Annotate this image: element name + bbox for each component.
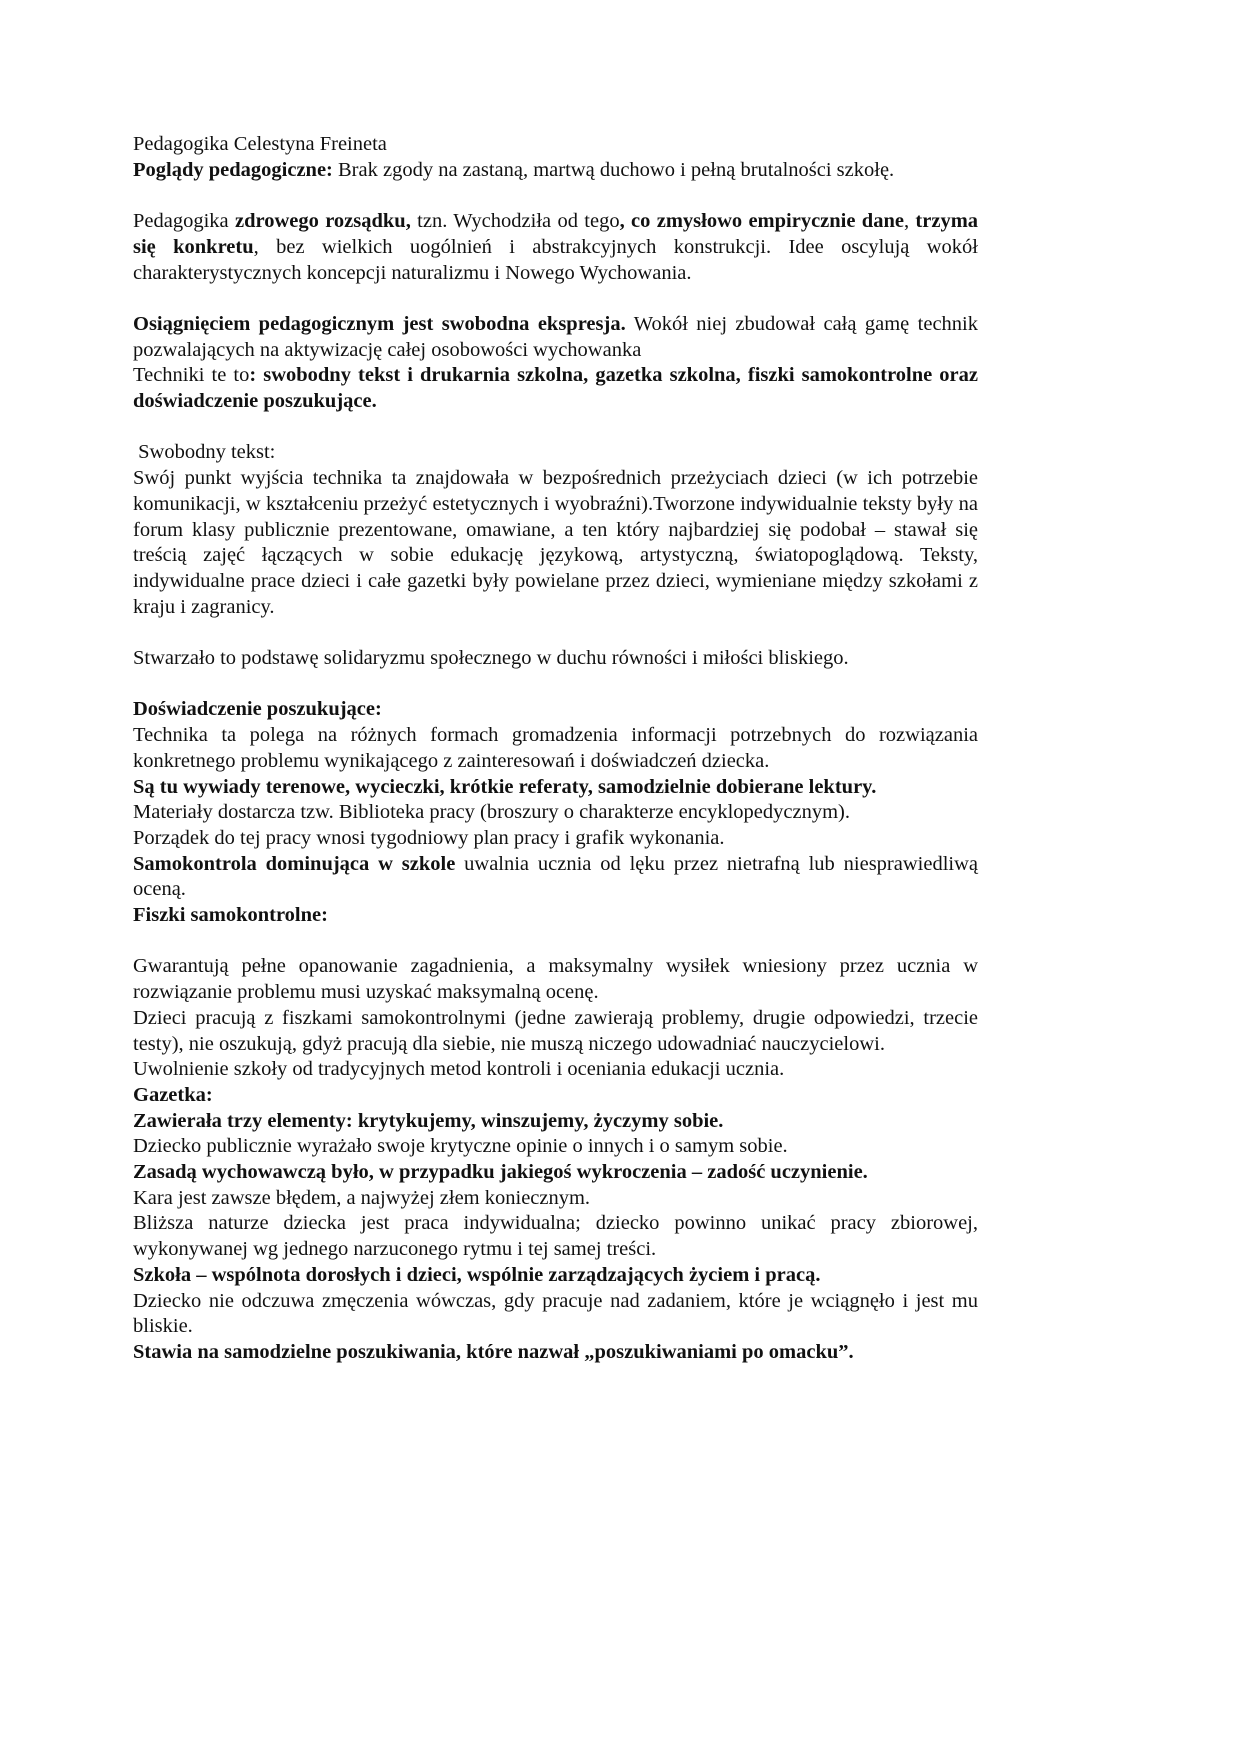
bold-run: Samokontrola dominująca w szkole (133, 852, 456, 875)
fiszki-paragraph-2: Dzieci pracują z fiszkami samokontrolnymi (jedne zawierają problemy, drugie odpowiedzi, trzecie testy), nie oszukują, gdyż pracują dla siebie, nie muszą niczego udowadniać nauczycielowi. (133, 1006, 978, 1055)
gazetka-blizsza: Bliższa naturze dziecka jest praca indywidualna; dziecko powinno unikać pracy zbiorowej, wykonywanej wg jednego narzuconego rytmu i tej samej treści. (133, 1212, 978, 1261)
rozsadek-paragraph (133, 209, 978, 286)
spacer (133, 620, 978, 646)
spacer (133, 929, 978, 955)
osiagniecie-paragraph (133, 312, 978, 363)
text-run: uwalnia ucznia od lęku przez nietrafną lub niesprawiedliwą oceną. (133, 852, 978, 901)
spacer (133, 183, 978, 209)
gazetka-zasada (133, 1160, 978, 1186)
bold-run: zdrowego rozsądku, (234, 210, 411, 233)
fiszki-heading (133, 903, 978, 929)
doswiadczenie-paragraph: Technika ta polega na różnych formach gromadzenia informacji potrzebnych do rozwiązania konkretnego problemu wynikającego z zainteresowań i doświadczeń dziecka. (133, 724, 978, 772)
text-run: , bez wielkich uogólnień i abstrakcyjnych konstrukcji. Idee oscylują wokół charakterystycznych koncepcji naturalizmu i Nowego Wychowania. (133, 235, 978, 284)
materialy-line: Materiały dostarcza tzw. Biblioteka pracy (broszury o charakterze encyklopedycznym). (133, 801, 850, 824)
text-run: Pedagogika (133, 210, 235, 233)
spacer (133, 286, 978, 312)
bold-run: , co zmysłowo empirycznie dane (619, 210, 904, 233)
bold-run: Szkoła – wspólnota dorosłych i dzieci, wspólnie zarządzających życiem i pracą. (133, 1263, 821, 1286)
bold-run: Zawierała trzy elementy: krytykujemy, winszujemy, życzymy sobie. (133, 1109, 724, 1132)
bold-run: Zasadą wychowawczą było, w przypadku jakiegoś wykroczenia – zadość uczynienie. (133, 1161, 868, 1184)
swobodny-tekst-paragraph: Swój punkt wyjścia technika ta znajdowała w bezpośrednich przeżyciach dzieci (w ich potrzebie komunikacji, w kształceniu przeżyć estetycznych i wyobraźni).Tworzone indywidualnie teksty były na forum klasy publicznie prezentowane, omawiane, a ten który najbardziej się podobał – stawał się treścią zajęć łączących w sobie edukację językową, artystyczną, światopoglądową. Teksty, indywidualne prace dzieci i całe gazetki były powielane przez dzieci, wymieniane między szkołami z kraju i zagranicy. (133, 467, 978, 618)
poglady-text: Brak zgody na zastaną, martwą duchowo i pełną brutalności szkołę. (332, 158, 895, 181)
fiszki-paragraph-3: Uwolnienie szkoły od tradycyjnych metod kontroli i oceniania edukacji ucznia. (133, 1058, 785, 1081)
heading-text: Fiszki samokontrolne: (133, 904, 328, 927)
bold-run: trzyma się konkretu (133, 210, 979, 258)
heading-text: Gazetka: (133, 1083, 213, 1106)
bold-run: Osiągnięciem pedagogicznym jest swobodna ekspresja. (133, 312, 626, 335)
doswiadczenie-heading (133, 697, 978, 723)
text-run: Techniki te to (133, 364, 250, 387)
gazetka-zmeczenie: Dziecko nie odczuwa zmęczenia wówczas, gdy pracuje nad zadaniem, które je wciągnęło i jest mu bliskie. (133, 1289, 978, 1338)
document-page (133, 132, 978, 1366)
poglady-label: Poglądy pedagogiczne: (133, 158, 333, 181)
gazetka-szkola (133, 1263, 978, 1289)
gazetka-kara: Kara jest zawsze błędem, a najwyżej złem koniecznym. (133, 1186, 591, 1209)
doswiadczenie-bold-line (133, 775, 978, 801)
text-run: tzn. Wychodziła od tego (410, 210, 620, 233)
document-title: Pedagogika Celestyna Freineta (133, 133, 387, 155)
fiszki-paragraph-1: Gwarantują pełne opanowanie zagadnienia, a maksymalny wysiłek wniesiony przez ucznia w rozwiązanie problemu musi uzyskać maksymalną ocenę. (133, 955, 978, 1004)
heading-text: Doświadczenie poszukujące: (133, 698, 382, 721)
text-run: Wokół niej zbudował całą gamę technik pozwalających na aktywizację całej osobowości wychowanka (133, 312, 978, 361)
gazetka-heading (133, 1083, 978, 1109)
solidaryzm-paragraph: Stwarzało to podstawę solidaryzmu społecznego w duchu równości i miłości bliskiego. (133, 647, 849, 669)
bold-run: Są tu wywiady terenowe, wycieczki, krótkie referaty, samodzielnie dobierane lektury. (133, 775, 877, 798)
spacer (133, 672, 978, 698)
gazetka-elementy (133, 1109, 978, 1135)
text-run: , (903, 210, 916, 233)
gazetka-dziecko: Dziecko publicznie wyrażało swoje krytyczne opinie o innych i o samym sobie. (133, 1135, 788, 1158)
porzadek-line: Porządek do tej pracy wnosi tygodniowy plan pracy i grafik wykonania. (133, 826, 725, 849)
gazetka-stawia (133, 1340, 978, 1366)
spacer (133, 415, 978, 441)
techniki-paragraph (133, 363, 978, 414)
bold-run: : swobodny tekst i drukarnia szkolna, gazetka szkolna, fiszki samokontrolne oraz doświadczenie poszukujące. (133, 364, 979, 412)
bold-run: Stawia na samodzielne poszukiwania, które nazwał „poszukiwaniami po omacku”. (133, 1340, 854, 1363)
swobodny-tekst-heading: Swobodny tekst: (133, 441, 276, 464)
samokontrola-paragraph (133, 852, 978, 903)
poglady-paragraph (133, 158, 978, 184)
